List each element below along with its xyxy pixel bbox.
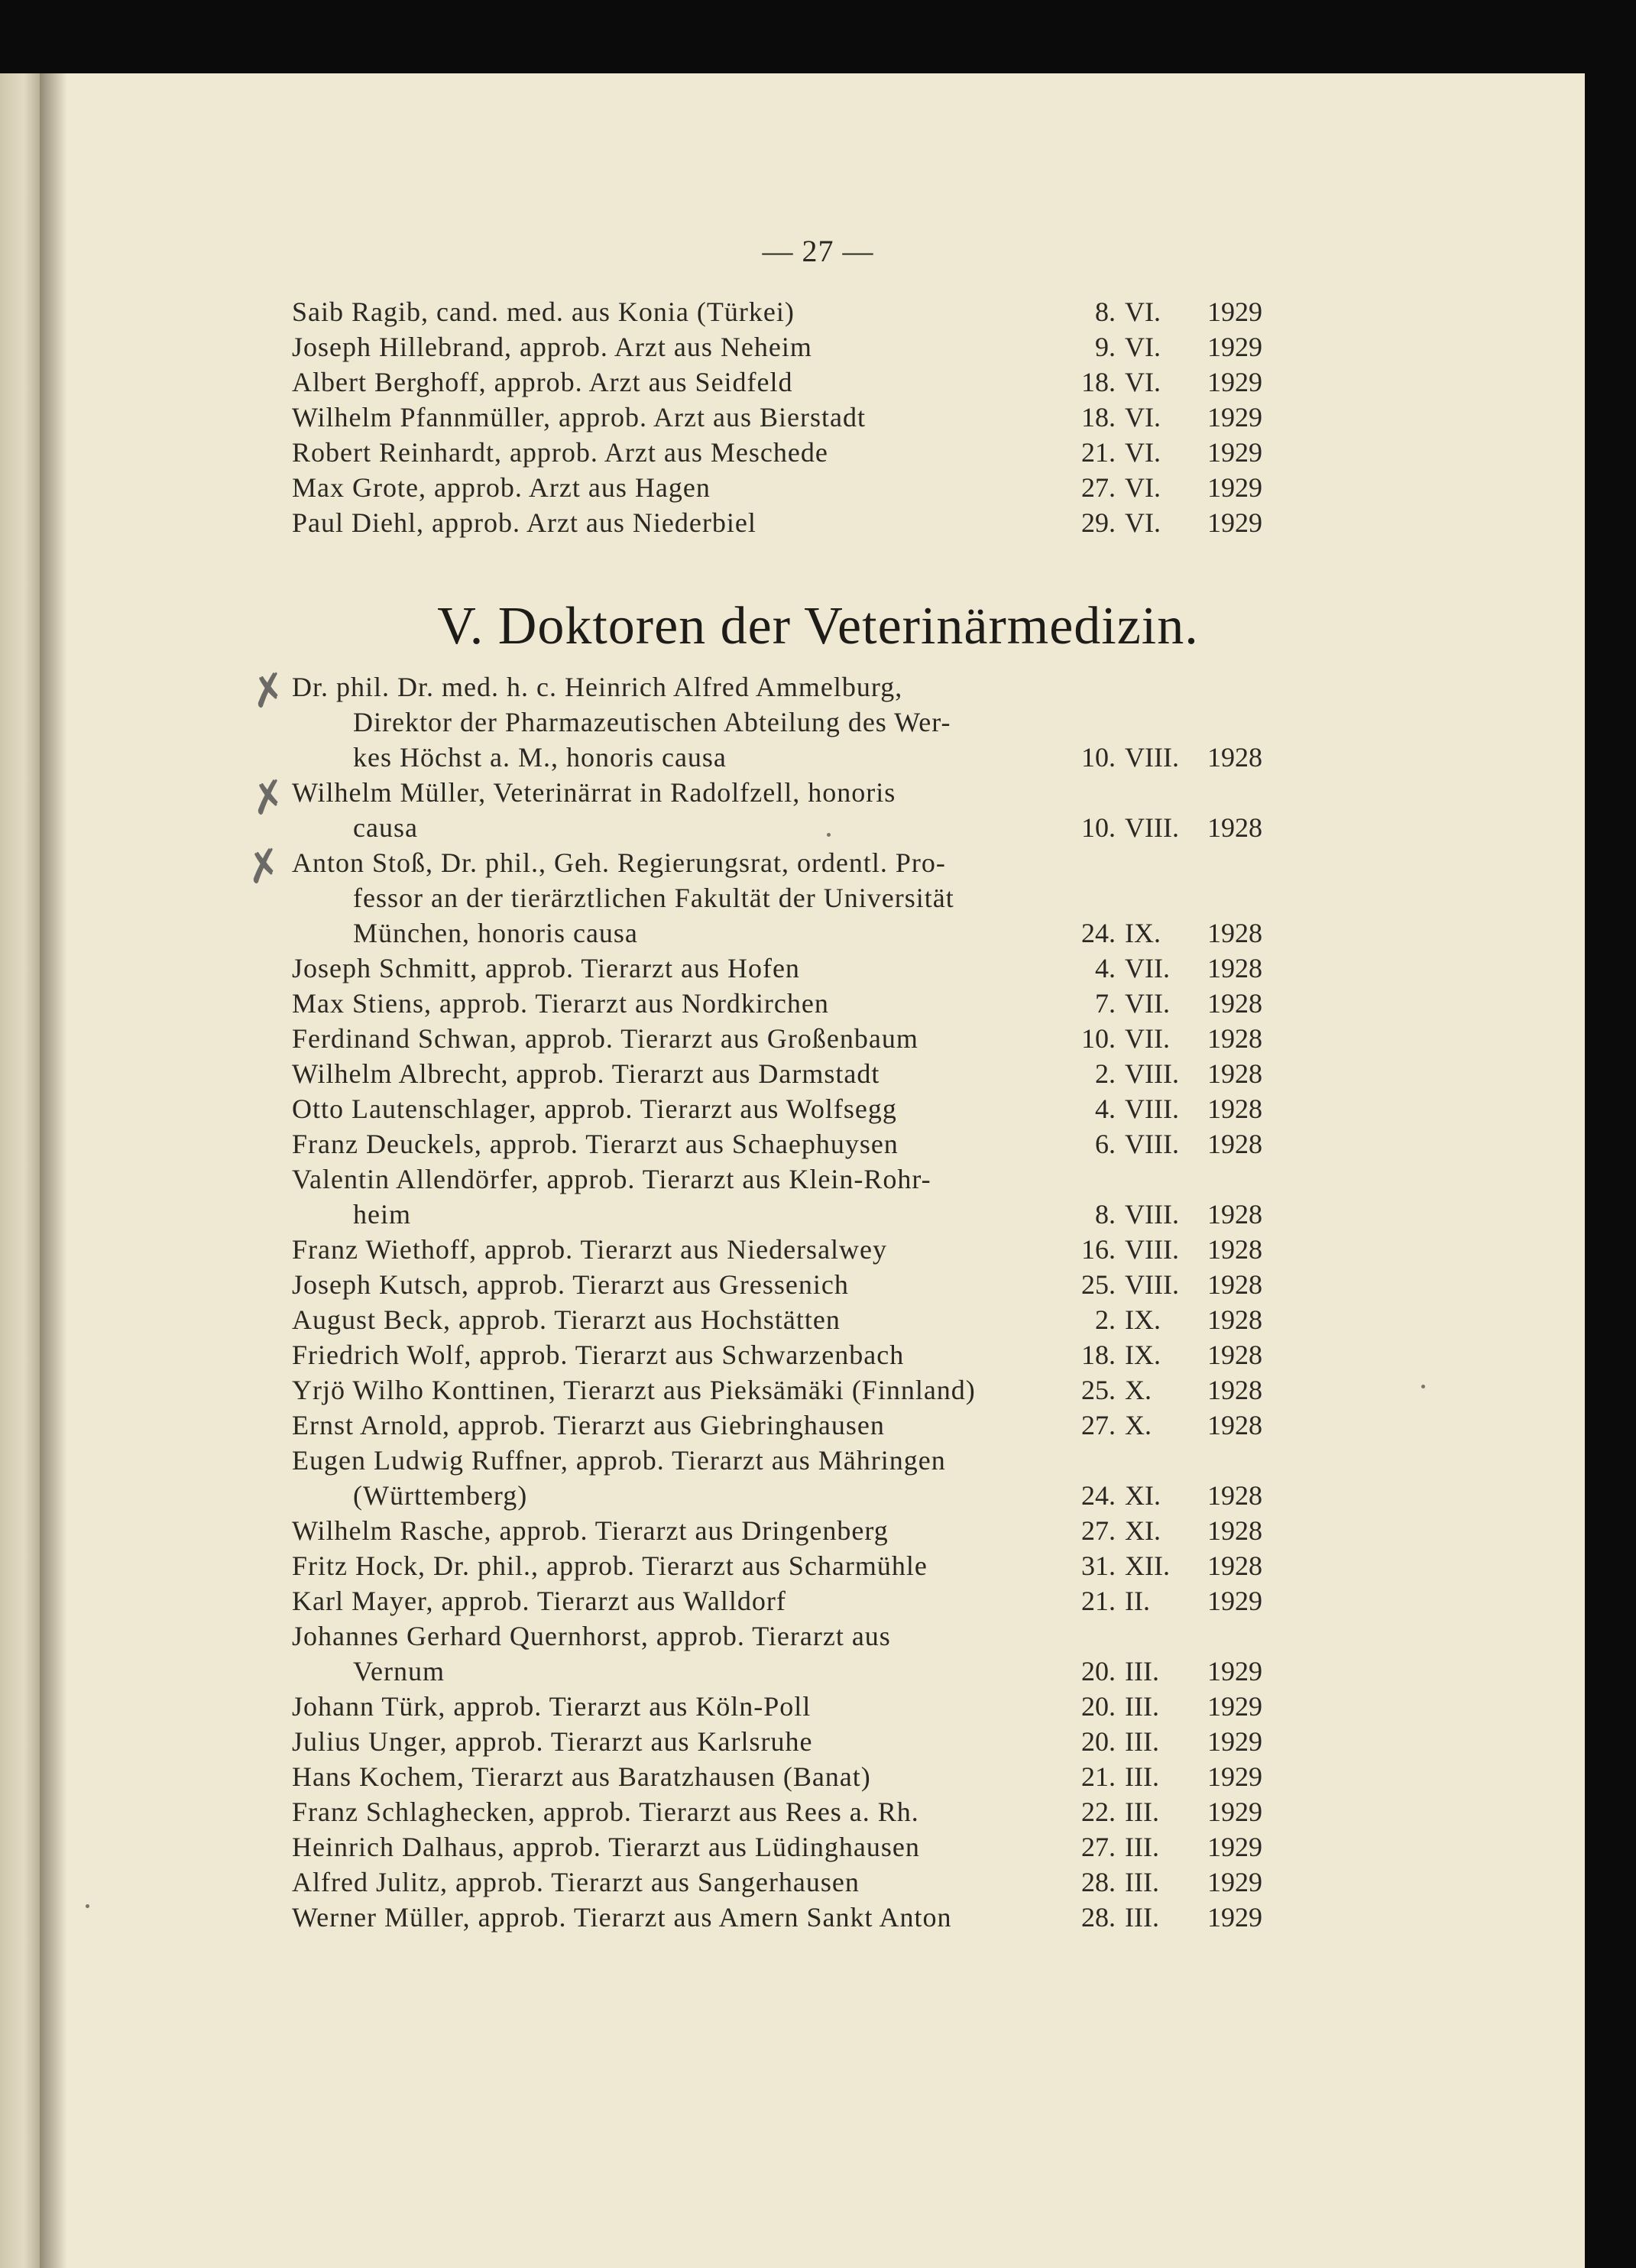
entry-month: IX. [1125,1340,1161,1370]
entry-year: 1928 [1207,953,1262,983]
entry-text: Valentin Allendörfer, approb. Tierarzt aus Klein-Rohr- [292,1164,931,1194]
entry-text: Franz Wiethoff, approb. Tierarzt aus Niedersalwey [292,1234,888,1265]
entry-month: III. [1125,1867,1159,1897]
entry-text: causa [353,812,418,843]
entry-day: 18. [1081,402,1116,433]
entry-text: Friedrich Wolf, approb. Tierarzt aus Schwarzenbach [292,1340,905,1370]
entry-text: Johann Türk, approb. Tierarzt aus Köln-Poll [292,1691,812,1722]
entry-day: 25. [1081,1269,1116,1300]
entry-month: VI. [1125,437,1161,468]
entry-text: Otto Lautenschlager, approb. Tierarzt aus Wolfsegg [292,1094,897,1124]
entry-month: III. [1125,1832,1159,1862]
entry-day: 24. [1081,918,1116,948]
entry-text: Joseph Hillebrand, approb. Arzt aus Neheim [292,332,812,362]
entry-text: Wilhelm Müller, Veterinärrat in Radolfzell, honoris [292,777,896,808]
entry-text: Dr. phil. Dr. med. h. c. Heinrich Alfred Ammelburg, [292,672,903,702]
entry-year: 1928 [1207,1480,1262,1511]
entry-year: 1929 [1207,1691,1262,1722]
entry-year: 1929 [1207,402,1262,433]
entry-year: 1929 [1207,332,1262,362]
pencil-cross-icon: ✗ [245,770,292,827]
entry-month: VI. [1125,472,1161,503]
entry-day: 18. [1081,1340,1116,1370]
entry-text: Franz Schlaghecken, approb. Tierarzt aus Rees a. Rh. [292,1797,919,1827]
entry-year: 1928 [1207,1234,1262,1265]
entry-year: 1928 [1207,1199,1262,1230]
entry-year: 1929 [1207,1867,1262,1897]
entry-month: VIII. [1125,1058,1179,1089]
entry-day: 28. [1081,1902,1116,1933]
entry-text: Johannes Gerhard Quernhorst, approb. Tierarzt aus [292,1621,891,1651]
entry-month: VI. [1125,507,1161,538]
entry-text: Yrjö Wilho Konttinen, Tierarzt aus Pieksämäki (Finnland) [292,1375,976,1405]
entry-text: Eugen Ludwig Ruffner, approb. Tierarzt aus Mähringen [292,1445,946,1476]
entry-day: 8. [1095,296,1116,327]
entry-year: 1928 [1207,1340,1262,1370]
entry-day: 22. [1081,1797,1116,1827]
entry-month: VII. [1125,988,1170,1019]
entry-month: III. [1125,1726,1159,1757]
entry-year: 1928 [1207,1515,1262,1546]
entry-day: 28. [1081,1867,1116,1897]
pencil-cross-icon: ✗ [241,838,287,896]
entry-month: VIII. [1125,742,1179,773]
entry-day: 31. [1081,1550,1116,1581]
entry-day: 10. [1081,742,1116,773]
section-heading: V. Doktoren der Veterinärmedizin. [437,597,1199,656]
pencil-cross-icon: ✗ [245,663,292,720]
entry-day: 27. [1081,1515,1116,1546]
entry-day: 18. [1081,367,1116,397]
entry-year: 1928 [1207,1269,1262,1300]
entry-day: 2. [1095,1058,1116,1089]
entry-year: 1929 [1207,507,1262,538]
entry-day: 4. [1095,953,1116,983]
entry-month: VII. [1125,953,1170,983]
entry-month: III. [1125,1691,1159,1722]
entry-month: XI. [1125,1515,1161,1546]
entry-month: III. [1125,1797,1159,1827]
entry-day: 8. [1095,1199,1116,1230]
entry-text: Ferdinand Schwan, approb. Tierarzt aus Großenbaum [292,1023,918,1054]
entry-day: 24. [1081,1480,1116,1511]
entry-day: 27. [1081,1410,1116,1440]
entry-year: 1928 [1207,812,1262,843]
entry-day: 9. [1095,332,1116,362]
entry-year: 1928 [1207,1129,1262,1159]
entry-year: 1928 [1207,918,1262,948]
entry-text: August Beck, approb. Tierarzt aus Hochstätten [292,1304,841,1335]
entry-month: X. [1125,1375,1152,1405]
entry-text: Wilhelm Rasche, approb. Tierarzt aus Dringenberg [292,1515,889,1546]
entry-text: Paul Diehl, approb. Arzt aus Niederbiel [292,507,756,538]
binding-shadow [40,73,67,2268]
entry-day: 20. [1081,1656,1116,1686]
entry-day: 7. [1095,988,1116,1019]
entry-day: 21. [1081,1586,1116,1616]
paper-speck [86,1904,89,1908]
entry-text: Joseph Kutsch, approb. Tierarzt aus Gressenich [292,1269,849,1300]
entry-day: 20. [1081,1691,1116,1722]
entry-day: 6. [1095,1129,1116,1159]
entry-text: (Württemberg) [353,1480,528,1511]
entry-text: Wilhelm Pfannmüller, approb. Arzt aus Bierstadt [292,402,866,433]
entry-year: 1929 [1207,1797,1262,1827]
entry-day: 10. [1081,812,1116,843]
entry-text: kes Höchst a. M., honoris causa [353,742,727,773]
entry-month: VIII. [1125,812,1179,843]
entry-day: 21. [1081,437,1116,468]
entry-text: Robert Reinhardt, approb. Arzt aus Meschede [292,437,828,468]
page-number: — 27 — [762,234,874,268]
entry-year: 1929 [1207,472,1262,503]
entry-month: VI. [1125,367,1161,397]
entry-year: 1929 [1207,1902,1262,1933]
entry-text: Direktor der Pharmazeutischen Abteilung des Wer- [353,707,951,737]
entry-month: VII. [1125,1023,1170,1054]
entry-month: III. [1125,1902,1159,1933]
entry-day: 2. [1095,1304,1116,1335]
entry-year: 1929 [1207,296,1262,327]
entry-month: VIII. [1125,1234,1179,1265]
entry-month: VIII. [1125,1129,1179,1159]
entry-year: 1928 [1207,1410,1262,1440]
entry-text: heim [353,1199,411,1230]
entry-month: IX. [1125,1304,1161,1335]
entry-year: 1929 [1207,437,1262,468]
entry-year: 1929 [1207,1656,1262,1686]
entry-month: VI. [1125,402,1161,433]
entry-text: Fritz Hock, Dr. phil., approb. Tierarzt aus Scharmühle [292,1550,928,1581]
entry-month: VIII. [1125,1269,1179,1300]
entry-text: Wilhelm Albrecht, approb. Tierarzt aus Darmstadt [292,1058,880,1089]
paper-speck [827,833,831,837]
entry-text: Hans Kochem, Tierarzt aus Baratzhausen (Banat) [292,1761,871,1792]
entry-year: 1928 [1207,1375,1262,1405]
entry-year: 1928 [1207,1023,1262,1054]
entry-text: Anton Stoß, Dr. phil., Geh. Regierungsrat, ordentl. Pro- [292,847,946,878]
entry-year: 1929 [1207,1761,1262,1792]
entry-month: III. [1125,1656,1159,1686]
entry-text: Max Grote, approb. Arzt aus Hagen [292,472,711,503]
entry-year: 1928 [1207,1094,1262,1124]
entry-year: 1929 [1207,1832,1262,1862]
entry-text: Alfred Julitz, approb. Tierarzt aus Sangerhausen [292,1867,860,1897]
entry-month: VIII. [1125,1199,1179,1230]
entry-year: 1928 [1207,1304,1262,1335]
entry-text: Ernst Arnold, approb. Tierarzt aus Giebringhausen [292,1410,885,1440]
entry-day: 21. [1081,1761,1116,1792]
paper-speck [1421,1385,1425,1388]
entry-text: Saib Ragib, cand. med. aus Konia (Türkei) [292,296,795,327]
entry-text: fessor an der tierärztlichen Fakultät der Universität [353,883,954,913]
entry-text: München, honoris causa [353,918,638,948]
entry-year: 1928 [1207,1550,1262,1581]
entry-text: Albert Berghoff, approb. Arzt aus Seidfeld [292,367,793,397]
entry-text: Werner Müller, approb. Tierarzt aus Amern Sankt Anton [292,1902,952,1933]
entry-day: 4. [1095,1094,1116,1124]
entry-month: XI. [1125,1480,1161,1511]
entry-year: 1929 [1207,1586,1262,1616]
entry-text: Max Stiens, approb. Tierarzt aus Nordkirchen [292,988,829,1019]
entry-month: III. [1125,1761,1159,1792]
entry-month: VI. [1125,332,1161,362]
entry-day: 27. [1081,1832,1116,1862]
entry-day: 10. [1081,1023,1116,1054]
entry-text: Franz Deuckels, approb. Tierarzt aus Schaephuysen [292,1129,899,1159]
entry-year: 1928 [1207,742,1262,773]
entry-text: Karl Mayer, approb. Tierarzt aus Walldorf [292,1586,786,1616]
entry-text: Vernum [353,1656,445,1686]
entry-day: 20. [1081,1726,1116,1757]
entry-year: 1929 [1207,1726,1262,1757]
entry-year: 1928 [1207,988,1262,1019]
entry-month: IX. [1125,918,1161,948]
entry-year: 1928 [1207,1058,1262,1089]
entry-text: Joseph Schmitt, approb. Tierarzt aus Hofen [292,953,800,983]
entry-month: VI. [1125,296,1161,327]
entry-month: II. [1125,1586,1150,1616]
entry-text: Heinrich Dalhaus, approb. Tierarzt aus Lüdinghausen [292,1832,920,1862]
entry-month: X. [1125,1410,1152,1440]
entry-day: 16. [1081,1234,1116,1265]
entry-day: 27. [1081,472,1116,503]
entry-day: 29. [1081,507,1116,538]
entry-year: 1929 [1207,367,1262,397]
entry-day: 25. [1081,1375,1116,1405]
entry-month: XII. [1125,1550,1170,1581]
entry-text: Julius Unger, approb. Tierarzt aus Karlsruhe [292,1726,813,1757]
entry-month: VIII. [1125,1094,1179,1124]
